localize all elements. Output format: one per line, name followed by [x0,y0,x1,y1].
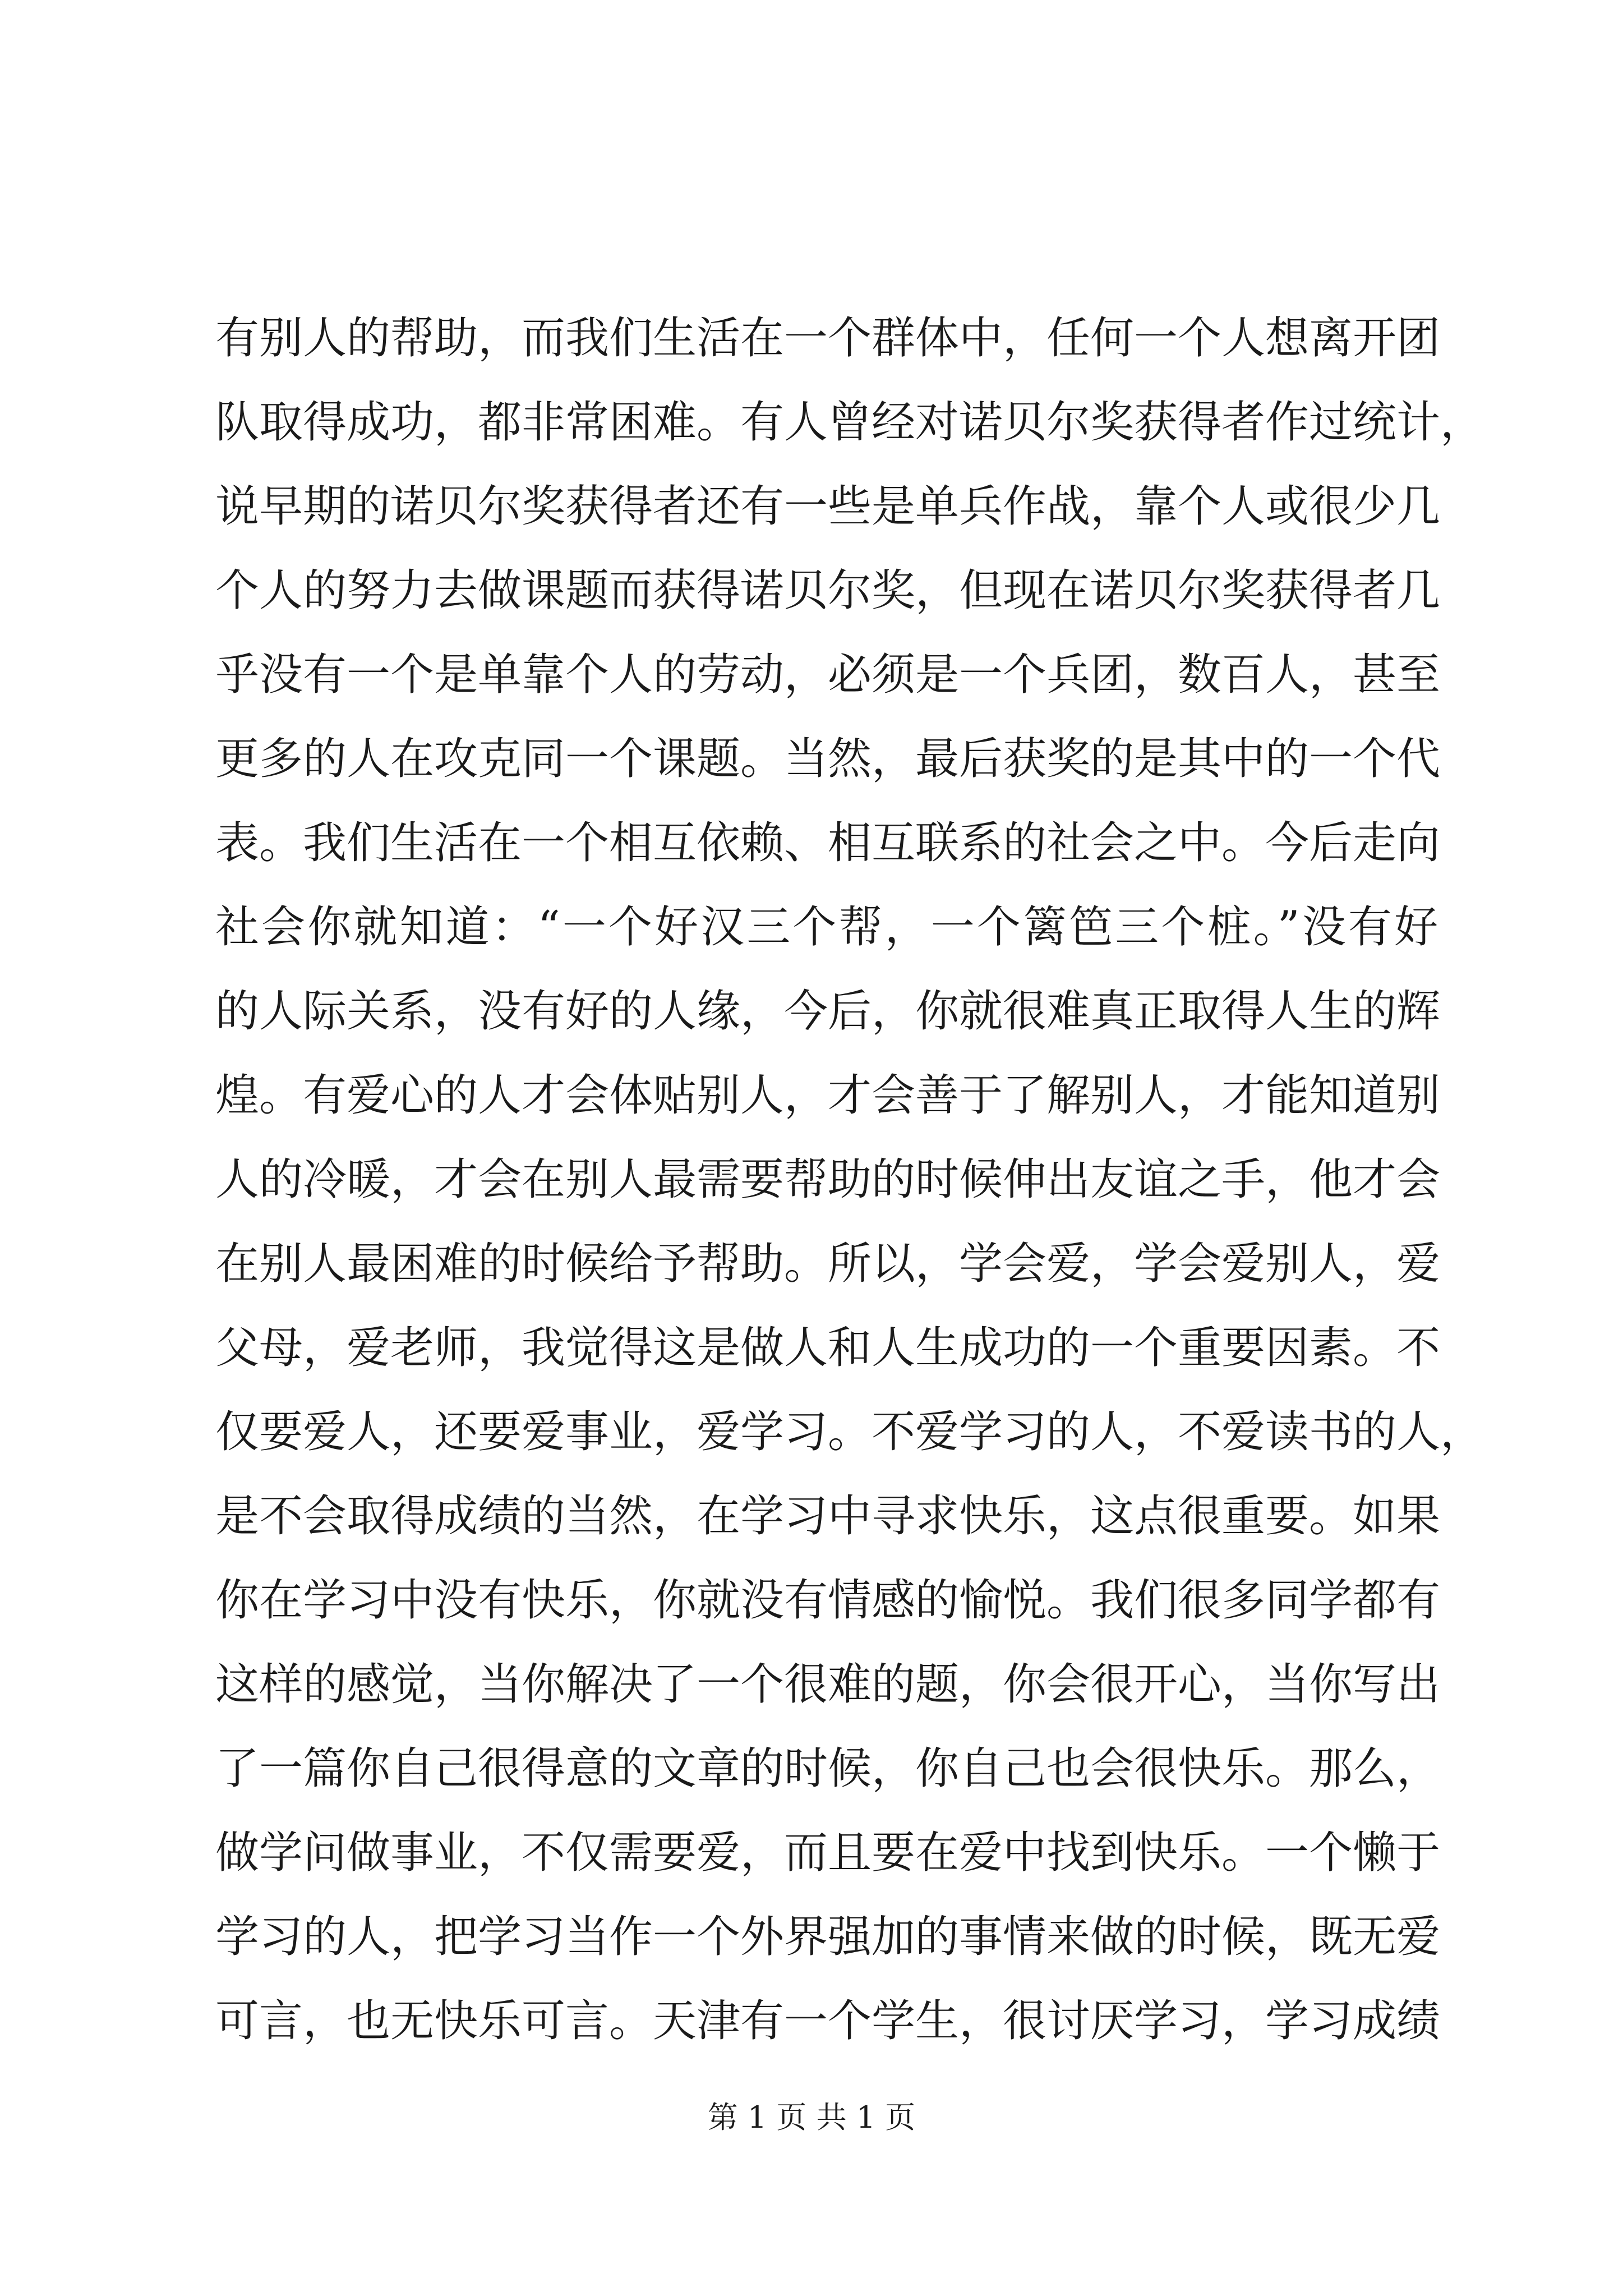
text-line: 表。我们生活在一个相互依赖、相互联系的社会之中。今后走向 [215,818,1441,868]
text-line: 可言，也无快乐可言。天津有一个学生，很讨厌学习，学习成绩 [215,1996,1441,2046]
text-line: 更多的人在攻克同一个课题。当然，最后获奖的是其中的一个代 [215,734,1441,784]
text-line: 父母，爱老师，我觉得这是做人和人生成功的一个重要因素。不 [215,1323,1441,1373]
text-line: 的人际关系，没有好的人缘，今后，你就很难真正取得人生的辉 [215,986,1441,1037]
text-line: 人的冷暖，才会在别人最需要帮助的时候伸出友谊之手，他才会 [215,1154,1441,1205]
text-line: 乎没有一个是单靠个人的劳动，必须是一个兵团，数百人，甚至 [215,650,1441,700]
text-line: 有别人的帮助，而我们生活在一个群体中，任何一个人想离开团 [215,313,1441,364]
text-line: 做学问做事业，不仅需要爱，而且要在爱中找到快乐。一个懒于 [215,1828,1441,1878]
text-line: 学习的人，把学习当作一个外界强加的事情来做的时候，既无爱 [215,1912,1441,1962]
text-line: 煌。有爱心的人才会体贴别人，才会善于了解别人，才能知道别 [215,1070,1441,1121]
text-line: 了一篇你自己很得意的文章的时候，你自己也会很快乐。那么， [215,1743,1441,1794]
text-line: 是不会取得成绩的当然，在学习中寻求快乐，这点很重要。如果 [215,1491,1441,1542]
page-footer: 第 1 页 共 1 页 [707,2100,916,2135]
text-line: 个人的努力去做课题而获得诺贝尔奖，但现在诺贝尔奖获得者几 [215,565,1441,616]
text-line: 队取得成功，都非常困难。有人曾经对诺贝尔奖获得者作过统计， [215,397,1484,448]
text-line: 仅要爱人，还要爱事业，爱学习。不爱学习的人，不爱读书的人， [215,1407,1484,1457]
text-line: 说早期的诺贝尔奖获得者还有一些是单兵作战，靠个人或很少几 [215,481,1441,532]
text-line: 你在学习中没有快乐，你就没有情感的愉悦。我们很多同学都有 [215,1575,1441,1626]
text-line: 这样的感觉，当你解决了一个很难的题，你会很开心，当你写出 [215,1659,1441,1710]
text-line: 在别人最困难的时候给予帮助。所以，学会爱，学会爱别人，爱 [215,1239,1441,1289]
text-line: 社会你就知道：“一个好汉三个帮，一个篱笆三个桩。”没有好 [215,902,1438,953]
